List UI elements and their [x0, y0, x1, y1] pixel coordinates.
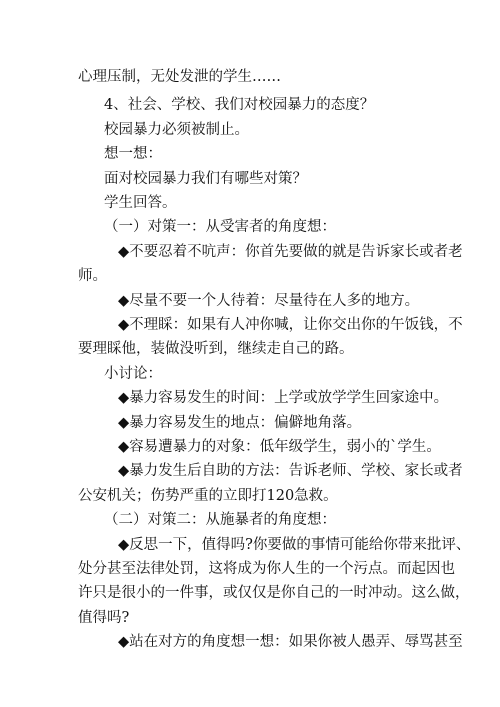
text-line: 心理压制，无处发泄的学生…… — [78, 69, 281, 85]
text-line: 师。 — [78, 268, 107, 284]
section-heading: 4、社会、学校、我们对校园暴力的态度？ — [104, 97, 375, 113]
subsection-heading: （二）对策二：从施暴者的角度想： — [104, 512, 336, 528]
subsection-heading: （一）对策一：从受害者的角度想： — [104, 219, 336, 235]
bullet-item: ◆不理睬：如果有人冲你喊，让你交出你的午饭钱，不 — [118, 317, 463, 333]
text-line: 学生回答。 — [104, 195, 177, 211]
bullet-item: ◆暴力容易发生的时间：上学或放学学生回家途中。 — [118, 390, 449, 406]
text-line: 许只是很小的一件事，或仅仅是你自己的一时冲动。这么做， — [78, 585, 470, 601]
text-line: 要理睬他，装做没听到，继续走自己的路。 — [78, 341, 354, 357]
text-line: 值得吗? — [78, 610, 130, 626]
bullet-item: ◆暴力容易发生的地点：偏僻地角落。 — [118, 415, 362, 431]
bullet-item: ◆尽量不要一个人待着：尽量待在人多的地方。 — [118, 293, 420, 309]
text-line: 公安机关；伤势严重的立即打120急救。 — [78, 488, 338, 504]
bullet-item: ◆反思一下，值得吗?你要做的事情可能给你带来批评、 — [118, 537, 471, 553]
text-line: 面对校园暴力我们有哪些对策？ — [104, 171, 307, 187]
text-line: 校园暴力必须被制止。 — [104, 122, 249, 138]
bullet-item: ◆不要忍着不吭声：你首先要做的就是告诉家长或者老 — [118, 244, 463, 260]
bullet-item: ◆容易遭暴力的对象：低年级学生，弱小的`学生。 — [118, 439, 441, 455]
text-line: 小讨论： — [104, 366, 162, 382]
text-line: 处分甚至法律处罚，这将成为你人生的一个污点。而起因也 — [78, 561, 455, 577]
text-line: 想一想： — [104, 146, 162, 162]
bullet-item: ◆暴力发生后自助的方法：告诉老师、学校、家长或者 — [118, 463, 463, 479]
bullet-item: ◆站在对方的角度想一想：如果你被人愚弄、辱骂甚至 — [118, 634, 463, 650]
